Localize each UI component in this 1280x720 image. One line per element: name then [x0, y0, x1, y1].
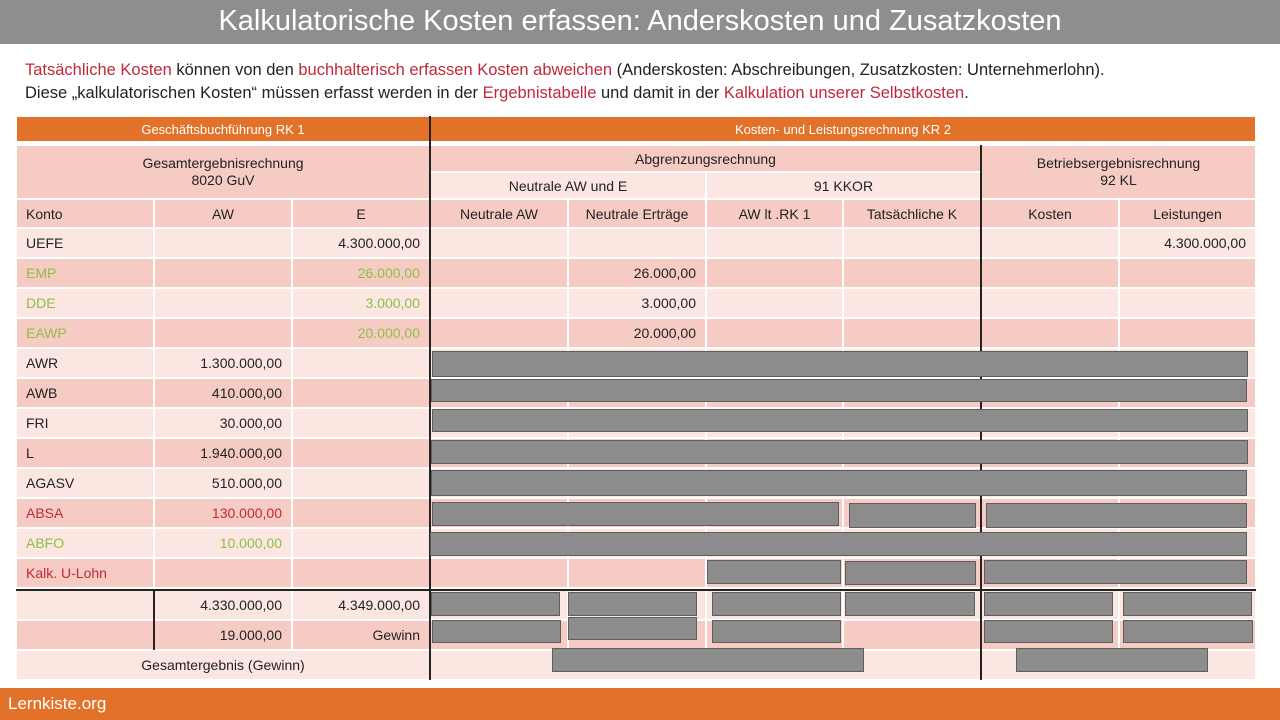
answer-cover-block: [432, 351, 1248, 377]
value-e: [293, 409, 429, 437]
column-header: Tatsächliche K: [844, 200, 980, 227]
account-name: DDE: [17, 289, 153, 317]
account-name: AGASV: [17, 469, 153, 497]
subgroup-neutral: Neutrale AW und E: [431, 173, 705, 198]
account-name: ABFO: [17, 529, 153, 557]
table-cell: [707, 289, 842, 317]
divider-line: [153, 590, 155, 650]
table-cell: [431, 559, 567, 587]
subgroup-kkor: 91 KKOR: [707, 173, 980, 198]
intro-text-segment: .: [964, 84, 969, 102]
footer-brand: Lernkiste.org: [8, 694, 107, 713]
footer-bar: [0, 688, 1280, 720]
intro-text-segment: können von den: [171, 61, 299, 79]
value-neutral-ertraege: [569, 559, 705, 587]
table-cell: [982, 289, 1118, 317]
value-aw: 30.000,00: [155, 409, 291, 437]
value-e: 4.300.000,00: [293, 229, 429, 257]
answer-cover-block: [432, 409, 1248, 432]
value-aw: [155, 229, 291, 257]
intro-text-segment: Diese „kalkulatorischen Kosten“ müssen erfasst werden in der: [25, 84, 483, 102]
table-cell: [431, 289, 567, 317]
answer-cover-block: [430, 532, 1247, 556]
answer-cover-block: [712, 592, 841, 616]
group-gesamtergebnis: [17, 146, 429, 198]
highlight-text: Tatsächliche Kosten: [25, 61, 172, 79]
column-header: E: [293, 200, 429, 227]
highlight-text: buchhalterisch erfassen Kosten abweichen: [298, 61, 613, 79]
value-aw: [155, 259, 291, 287]
answer-cover-block: [432, 620, 561, 643]
value-aw: [155, 559, 291, 587]
value-aw: 10.000,00: [155, 529, 291, 557]
group-label: 8020 GuV: [191, 172, 255, 188]
answer-cover-block: [432, 502, 839, 526]
value-e: [293, 559, 429, 587]
account-name: AWB: [17, 379, 153, 407]
sum-e: 4.349.000,00: [293, 591, 429, 619]
highlight-text: Kalkulation unserer Selbstkosten: [723, 84, 965, 102]
highlight-text: Ergebnistabelle: [482, 84, 597, 102]
value-aw: 130.000,00: [155, 499, 291, 527]
value-leistungen: [1120, 259, 1255, 287]
answer-cover-block: [568, 592, 697, 616]
answer-cover-block: [984, 620, 1113, 643]
answer-cover-block: [431, 592, 560, 616]
answer-cover-block: [568, 617, 697, 640]
value-aw: 1.940.000,00: [155, 439, 291, 467]
value-neutral-ertraege: 3.000,00: [569, 289, 705, 317]
value-leistungen: [1120, 319, 1255, 347]
column-header: Kosten: [982, 200, 1118, 227]
account-name: EMP: [17, 259, 153, 287]
answer-cover-block: [431, 440, 1248, 464]
group-abgrenzung: Abgrenzungsrechnung: [431, 146, 980, 171]
table-cell: [844, 229, 980, 257]
table-cell: [982, 319, 1118, 347]
section-header-kr2: Kosten- und Leistungsrechnung KR 2: [431, 117, 1255, 141]
value-e: 20.000,00: [293, 319, 429, 347]
column-header: Neutrale AW: [431, 200, 567, 227]
answer-cover-block: [712, 620, 841, 643]
value-aw: [155, 289, 291, 317]
intro-text-segment: (Anderskosten: Abschreibungen, Zusatzkosten: Unternehmerlohn).: [612, 61, 1105, 79]
value-neutral-ertraege: 20.000,00: [569, 319, 705, 347]
value-e: 26.000,00: [293, 259, 429, 287]
gewinn-value: 19.000,00: [155, 621, 291, 649]
table-cell: [844, 289, 980, 317]
account-name: UEFE: [17, 229, 153, 257]
account-name: ABSA: [17, 499, 153, 527]
table-cell: [982, 259, 1118, 287]
value-aw: 410.000,00: [155, 379, 291, 407]
value-e: [293, 499, 429, 527]
divider-line: [16, 589, 1256, 591]
account-name: FRI: [17, 409, 153, 437]
summary-cell: [844, 621, 980, 649]
answer-cover-block: [552, 648, 864, 672]
table-cell: [707, 229, 842, 257]
group-label: Gesamtergebnisrechnung: [142, 155, 304, 171]
value-e: [293, 439, 429, 467]
answer-cover-block: [1123, 592, 1252, 616]
group-label: Betriebsergebnisrechnung: [1036, 155, 1201, 171]
slide-title: Kalkulatorische Kosten erfassen: Anderskosten und Zusatzkosten: [0, 0, 1280, 44]
table-cell: [982, 229, 1118, 257]
value-e: [293, 379, 429, 407]
column-header: Leistungen: [1120, 200, 1255, 227]
table-cell: [431, 259, 567, 287]
answer-cover-block: [707, 560, 841, 584]
answer-cover-block: [1016, 648, 1208, 672]
column-header: AW: [155, 200, 291, 227]
answer-cover-block: [845, 592, 975, 616]
account-name: AWR: [17, 349, 153, 377]
value-neutral-ertraege: 26.000,00: [569, 259, 705, 287]
value-aw: 1.300.000,00: [155, 349, 291, 377]
table-cell: [431, 229, 567, 257]
answer-cover-block: [849, 503, 976, 528]
value-e: [293, 529, 429, 557]
value-leistungen: [1120, 289, 1255, 317]
answer-cover-block: [1123, 620, 1253, 643]
value-aw: [155, 319, 291, 347]
section-header-rk1: Geschäftsbuchführung RK 1: [17, 117, 429, 141]
column-header: AW lt .RK 1: [707, 200, 842, 227]
value-e: [293, 349, 429, 377]
summary-cell: [17, 591, 153, 619]
intro-text-segment: und damit in der: [596, 84, 724, 102]
value-leistungen: 4.300.000,00: [1120, 229, 1255, 257]
group-label: 92 KL: [1100, 172, 1137, 188]
table-cell: [707, 319, 842, 347]
account-name: L: [17, 439, 153, 467]
group-betriebsergebnis: [982, 146, 1255, 198]
value-aw: 510.000,00: [155, 469, 291, 497]
answer-cover-block: [845, 561, 976, 585]
gesamtergebnis-label: Gesamtergebnis (Gewinn): [17, 651, 429, 679]
answer-cover-block: [431, 470, 1247, 496]
answer-cover-block: [984, 560, 1247, 584]
table-cell: [844, 259, 980, 287]
sum-aw: 4.330.000,00: [155, 591, 291, 619]
value-e: [293, 469, 429, 497]
answer-cover-block: [986, 503, 1247, 528]
column-header: Neutrale Erträge: [569, 200, 705, 227]
value-e: 3.000,00: [293, 289, 429, 317]
value-neutral-ertraege: [569, 229, 705, 257]
summary-cell: [17, 621, 153, 649]
table-cell: [431, 319, 567, 347]
table-cell: [707, 259, 842, 287]
column-header: Konto: [17, 200, 153, 227]
table-cell: [844, 319, 980, 347]
account-name: EAWP: [17, 319, 153, 347]
answer-cover-block: [984, 592, 1113, 616]
account-name: Kalk. U-Lohn: [17, 559, 153, 587]
gewinn-label: Gewinn: [293, 621, 429, 649]
answer-cover-block: [431, 379, 1247, 402]
